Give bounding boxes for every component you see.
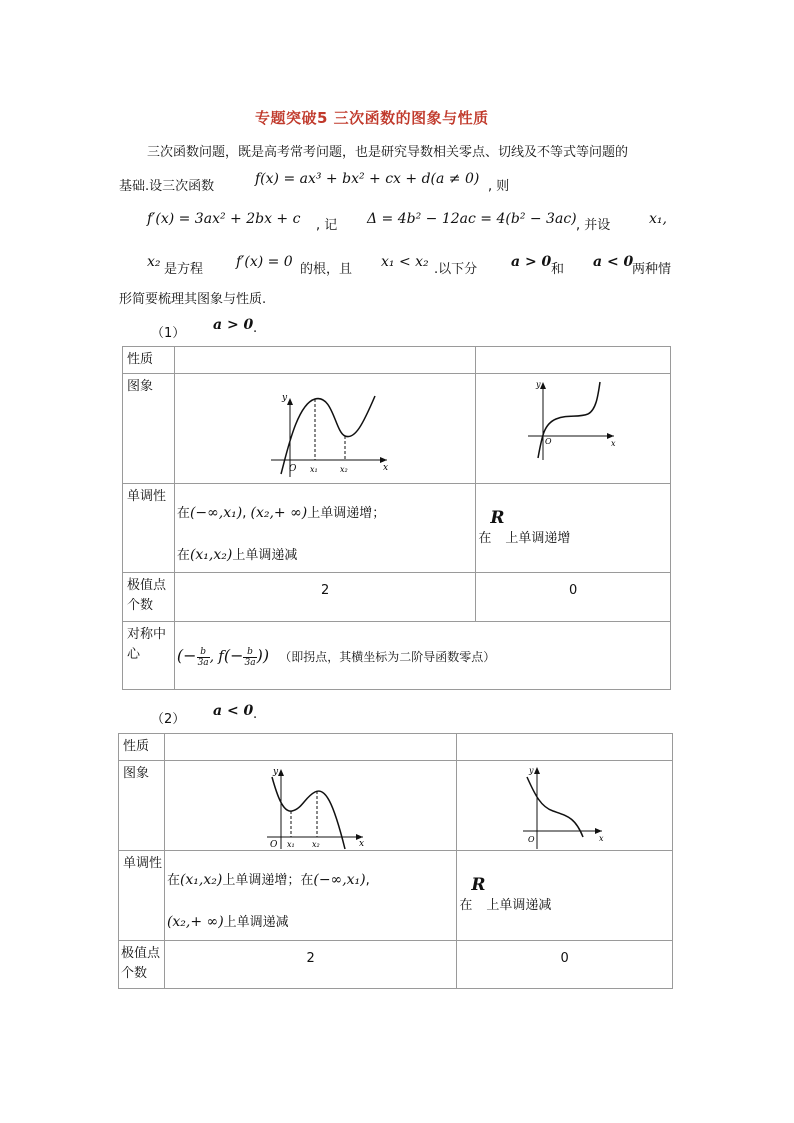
properties-table-a-negative <box>118 733 673 989</box>
row-label-extrema-count: 极值点 个数 <box>119 941 165 989</box>
monotonicity-monotonic <box>476 484 671 573</box>
mono-decreasing: 上单调递减 <box>232 548 298 563</box>
section-2-condition: a < 0 <box>213 703 254 719</box>
properties-table-a-positive <box>122 346 671 690</box>
intro-then: , 则 <box>488 179 510 194</box>
monotonicity-two-extrema <box>174 484 475 573</box>
interval-x1-x2: (x₁,x₂) <box>179 872 223 888</box>
property-header-right <box>476 347 671 374</box>
intro-and-let: , 并设 <box>576 218 611 233</box>
extrema-count-right: 0 <box>476 573 671 622</box>
y-axis-label: y <box>281 393 288 403</box>
equation-fprime-zero: f′(x) = 0 <box>236 254 293 270</box>
origin-label: O <box>545 437 552 446</box>
graph-cell-two-extrema <box>164 761 456 851</box>
mono-sep: , <box>365 873 370 888</box>
section-1-number: （1） <box>151 326 186 341</box>
case-a-positive: a > 0 <box>511 254 552 270</box>
sym-close: )) <box>256 646 270 665</box>
y-axis-label: y <box>529 766 534 775</box>
mono-text: 在 <box>166 873 180 888</box>
mono-decreasing: 上单调递减 <box>486 898 552 913</box>
graph-a-positive-monotonic <box>476 374 671 484</box>
row-label-monotonicity: 单调性 <box>119 851 165 941</box>
section-1-dot: . <box>253 321 258 336</box>
interval-x2-pos-inf: (x₂,+ ∞) <box>250 505 308 521</box>
x-axis-label: x <box>611 439 616 448</box>
graph-cell-monotonic <box>457 761 673 851</box>
row-label-property: 性质 <box>123 347 175 374</box>
mono-text: 在 <box>478 531 492 546</box>
real-numbers-R: R <box>471 875 486 895</box>
intro-is-equation: 是方程 <box>164 262 204 277</box>
mono-text: 在 <box>176 548 190 563</box>
section-2-number: （2） <box>151 712 186 727</box>
intro-line-5: 形简要梳理其图象与性质. <box>119 292 267 307</box>
origin-label: O <box>288 464 297 474</box>
x-axis-label: x <box>599 834 604 843</box>
row-label-property: 性质 <box>119 734 165 761</box>
x2-label: x₂ <box>339 465 348 474</box>
symmetry-center-value <box>174 622 670 690</box>
case-a-negative: a < 0 <box>593 254 634 270</box>
x-axis-label: x <box>382 463 388 473</box>
sym-f: f <box>218 647 224 665</box>
interval-x1-x2: (x₁,x₂) <box>189 547 233 563</box>
x1-label: x₁ <box>286 840 295 849</box>
interval-neg-inf-x1: (−∞,x₁) <box>313 872 366 888</box>
row-label-graph: 图象 <box>123 374 175 484</box>
real-numbers-R: R <box>490 508 505 528</box>
origin-label: O <box>269 840 278 850</box>
y-axis-label: y <box>272 767 279 777</box>
page-title: 专题突破5 三次函数的图象与性质 <box>255 109 489 127</box>
fraction-b-over-3a: $\frac{b}{3a}$ <box>197 647 209 668</box>
graph-cell-two-extrema <box>174 374 475 484</box>
graph-cell-monotonic <box>476 374 671 484</box>
intro-and: 和 <box>551 262 565 277</box>
section-1-condition: a > 0 <box>213 317 254 333</box>
monotonicity-two-extrema <box>164 851 456 941</box>
graph-a-positive-two-extrema <box>175 374 477 484</box>
sym-open: (− <box>176 646 197 665</box>
row-label-symmetry-center: 对称中 心 <box>123 622 175 690</box>
sym-open-2: (− <box>223 646 244 665</box>
intro-two-cases: 两种情 <box>632 262 672 277</box>
monotonicity-monotonic <box>457 851 673 941</box>
property-header-left <box>164 734 456 761</box>
mono-sep: , <box>242 506 251 521</box>
graph-a-negative-monotonic <box>457 761 673 851</box>
root-x2: x₂ <box>147 254 161 270</box>
extrema-count-left: 2 <box>174 573 475 622</box>
section-2-dot: . <box>253 707 258 722</box>
cubic-function-definition: f(x) = ax³ + bx² + cx + d(a ≠ 0) <box>255 171 480 187</box>
intro-denote: , 记 <box>316 218 338 233</box>
intro-line-2-prefix: 基础.设三次函数 <box>119 179 215 194</box>
root-x1: x₁, <box>649 211 667 227</box>
intro-below-split: .以下分 <box>434 262 478 277</box>
origin-label: O <box>528 835 535 844</box>
extrema-count-left: 2 <box>164 941 456 989</box>
mono-text: 在 <box>176 506 190 521</box>
mono-text: 在 <box>459 898 473 913</box>
fraction-b-over-3a-2: $\frac{b}{3a}$ <box>244 647 256 668</box>
derivative-definition: f′(x) = 3ax² + 2bx + c <box>147 211 301 227</box>
intro-roots-and: 的根，且 <box>300 262 353 277</box>
x2-label: x₂ <box>311 840 320 849</box>
root-order: x₁ < x₂ <box>381 254 429 270</box>
property-header-right <box>457 734 673 761</box>
discriminant-definition: Δ = 4b² − 12ac = 4(b² − 3ac) <box>367 211 577 227</box>
interval-x2-pos-inf: (x₂,+ ∞) <box>166 914 224 930</box>
x-axis-label: x <box>358 839 365 849</box>
mono-decreasing: 上单调递减 <box>223 915 289 930</box>
mono-increasing: 上单调递增； <box>307 506 386 521</box>
row-label-graph: 图象 <box>119 761 165 851</box>
mono-increasing: 上单调递增 <box>505 531 571 546</box>
inflection-note: （即拐点，其横坐标为二阶导函数零点） <box>279 650 496 664</box>
x1-label: x₁ <box>309 465 318 474</box>
y-axis-label: y <box>536 380 541 389</box>
extrema-count-right: 0 <box>457 941 673 989</box>
intro-line-1: 三次函数问题，既是高考常考问题，也是研究导数相关零点、切线及不等式等问题的 <box>147 145 629 160</box>
row-label-extrema-count: 极值点 个数 <box>123 573 175 622</box>
sym-comma: , <box>209 649 215 665</box>
property-header-left <box>174 347 475 374</box>
mono-increasing: 上单调递增；在 <box>222 873 314 888</box>
interval-neg-inf-x1: (−∞,x₁) <box>189 505 243 521</box>
graph-a-negative-two-extrema <box>165 761 458 851</box>
row-label-monotonicity: 单调性 <box>123 484 175 573</box>
